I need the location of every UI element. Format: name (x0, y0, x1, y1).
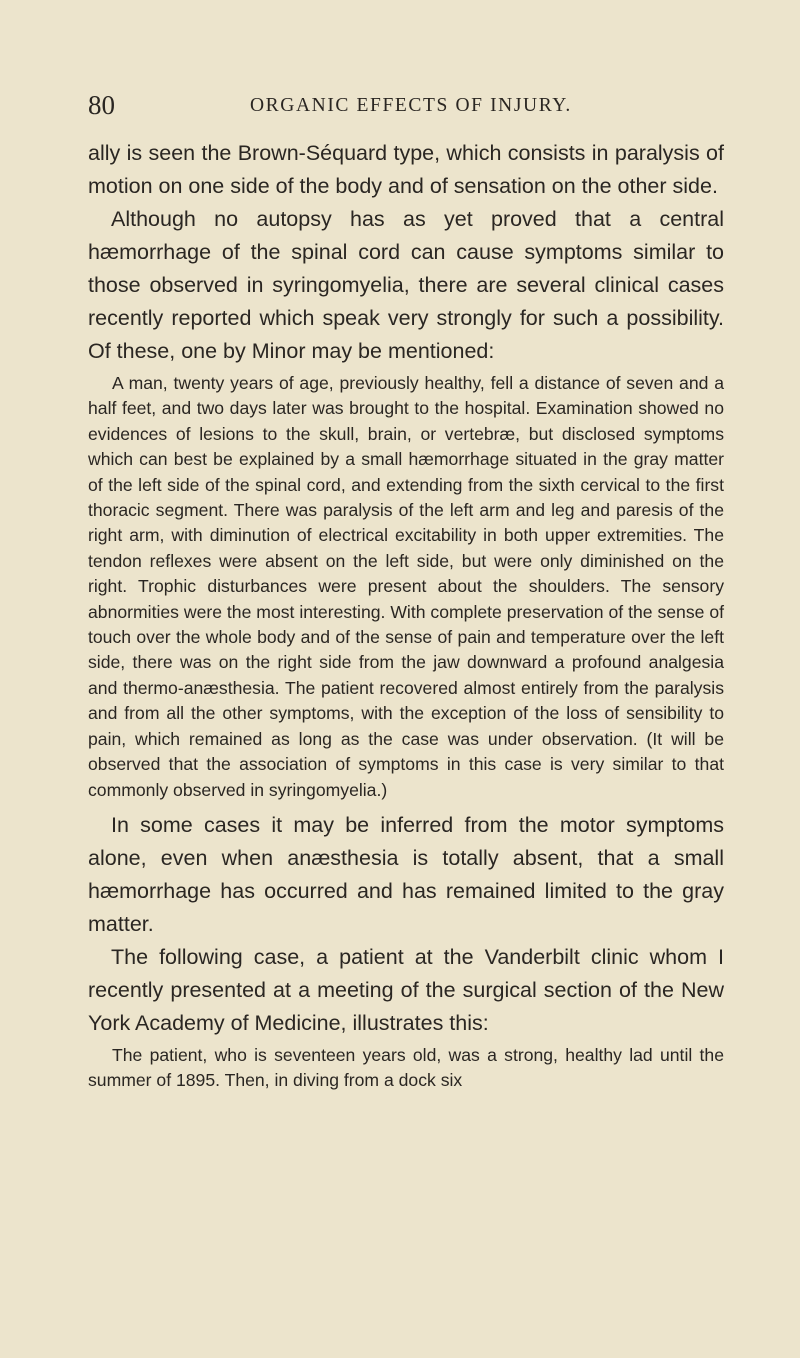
page-header (88, 90, 728, 120)
page-number: 80 (88, 90, 115, 120)
paragraph-brown-sequard: ally is seen the Brown-Séquard type, which consists in paralysis of motion on one side of the body and of sensation on the other side. (88, 141, 724, 198)
case-report-vanderbilt: The patient, who is seventeen years old, was a strong, healthy lad until the summer of 1895. Then, in diving from a dock six (88, 1044, 724, 1091)
paragraph-vanderbilt-case: The following case, a patient at the Vanderbilt clinic whom I recently presented at a meeting of the surgical section of the New York Academy of Medicine, illustrates this: (88, 944, 724, 1035)
body-text (88, 137, 724, 1094)
running-head: ORGANIC EFFECTS OF INJURY. (250, 95, 572, 116)
paragraph-motor-symptoms: In some cases it may be inferred from the motor symptoms alone, even when anæsthesia is totally absent, that a small hæmorrhage has occurred and has remained limited to the gray matter. (88, 812, 724, 936)
paragraph-central-haemorrhage: Although no autopsy has as yet proved that a central hæmorrhage of the spinal cord can cause symptoms similar to those observed in syringomyelia, there are several clinical cases recently reported which speak very strongly for such a possibility. Of these, one by Minor may be mentioned: (88, 207, 724, 363)
case-report-minor: A man, twenty years of age, previously healthy, fell a distance of seven and a half feet, and two days later was brought to the hospital. Examination showed no evidences of lesions to the skull, brain, or vertebræ, but disclosed symptoms which can best be explained by a small hæmorrhage situated in the gray matter of the left side of the spinal cord, and extending from the sixth cervical to the first thoracic segment. There was paralysis of the left arm and leg and paresis of the right arm, with diminution of electrical excitability in both upper extremities. The tendon reflexes were absent on the left side, but were only diminished on the right. Trophic disturbances were present about the shoulders. The sensory abnormities were the most interesting. With complete preservation of the sense of touch over the whole body and of the sense of pain and temperature over the left side, there was on the right side from the jaw downward a profound analgesia and thermo-anæsthesia. The patient recovered almost entirely from the paralysis and from all the other symptoms, with the exception of the loss of sensibility to pain, which remained as long as the case was under observation. (It will be observed that the association of symptoms in this case is very similar to that commonly observed in syringomyelia.) (88, 373, 724, 800)
